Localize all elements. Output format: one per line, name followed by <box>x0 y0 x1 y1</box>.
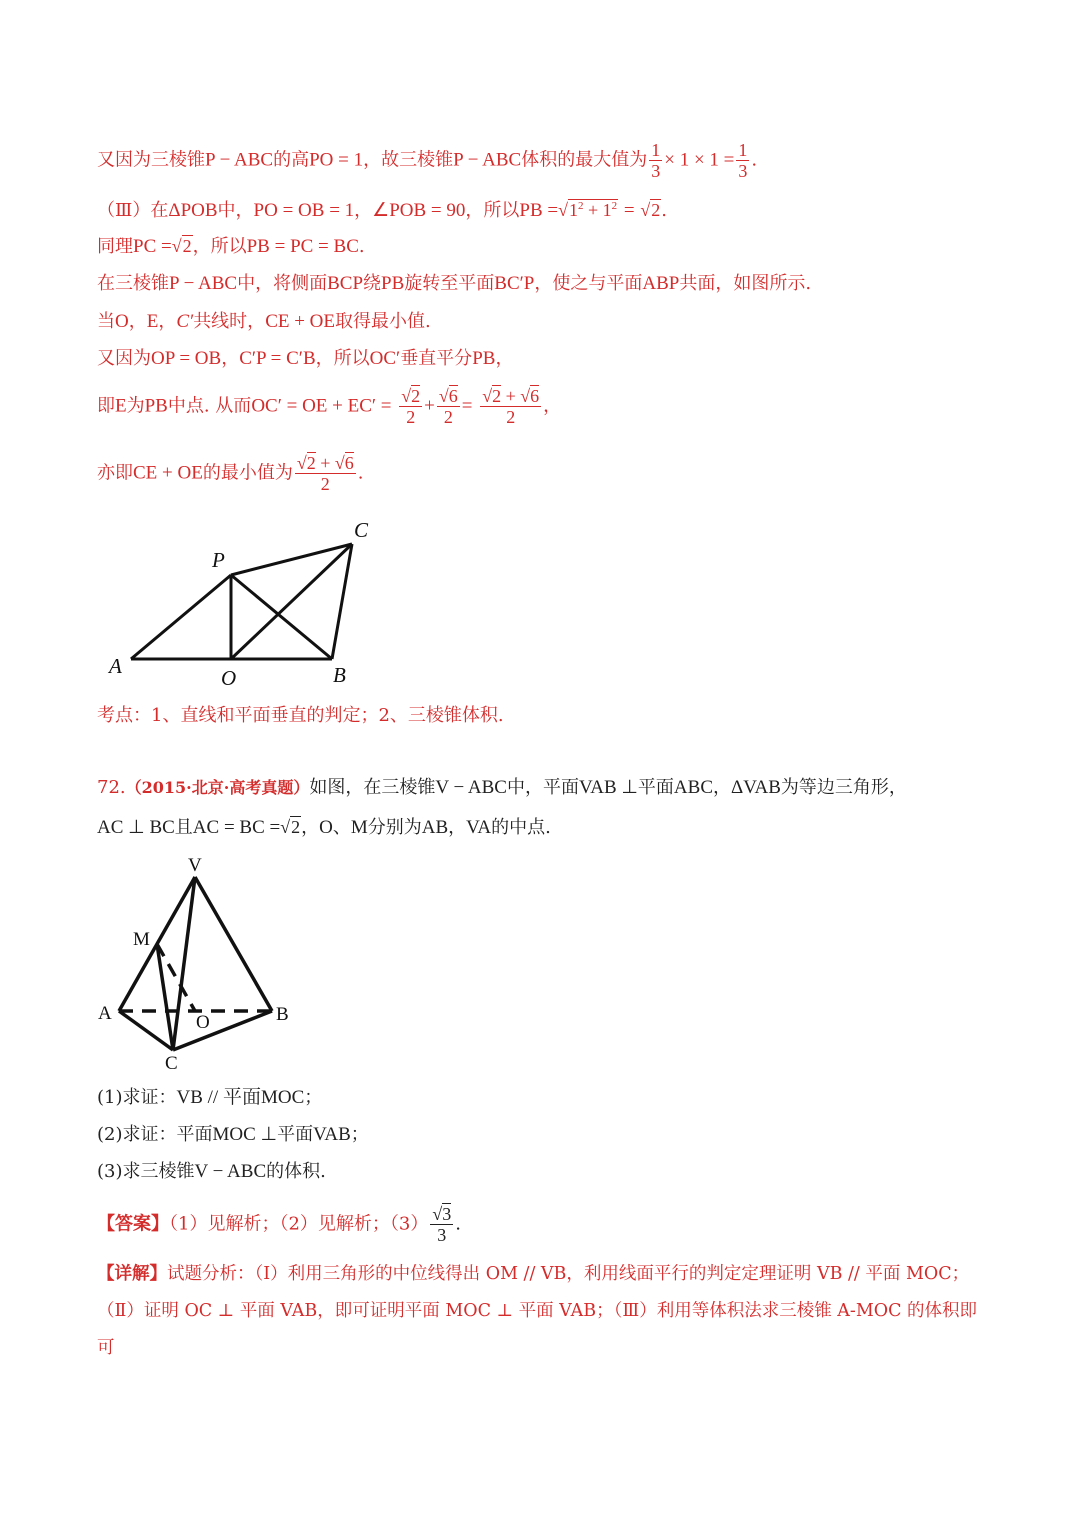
edge-ac <box>119 1011 173 1050</box>
fraction: $\frac{√2 + √6}{2}$ <box>482 386 540 427</box>
math: P − ABC <box>453 149 522 171</box>
fraction: $\frac{1}{3}$ <box>651 140 661 181</box>
math: PO = 1 <box>309 149 364 171</box>
math: PB = <box>519 200 559 221</box>
label-a: A <box>109 654 122 678</box>
solution-line-1: 又因为三棱锥P − ABC的高PO = 1，故三棱锥P − ABC体积的最大值为 $\frac{1}{3}$ × 1 × 1 = $\frac{1}{3}$ . <box>97 140 758 181</box>
fraction: $\frac{√6}{2}$ <box>438 386 458 427</box>
text: 体积的最大值为 <box>521 149 648 171</box>
label-a: A <box>98 1003 112 1024</box>
detail-line-3: 可 <box>97 1338 115 1358</box>
label-v: V <box>188 855 202 876</box>
label-c: C <box>165 1053 178 1074</box>
figure-tetrahedron-vabc <box>95 853 310 1078</box>
edge-vc <box>173 877 195 1050</box>
text: 中， <box>217 200 254 221</box>
part-3: (3)求三棱锥V − ABC的体积. <box>97 1161 326 1182</box>
part-1: (1)求证：VB // 平面MOC； <box>97 1087 323 1108</box>
sqrt-expression: √2 <box>171 236 192 256</box>
text: 的高 <box>273 149 310 171</box>
label-o: O <box>196 1012 210 1033</box>
solution-line-7: 即E为PB中点. 从而OC′ = OE + EC′ = $\frac{√2}{2}$ + $\frac{√6}{2}$ = $\frac{√2 + √6}{2}$ ， <box>97 386 562 427</box>
detail-line-1: 【详解】试题分析：（Ⅰ）利用三角形的中位线得出 OM // VB，利用线面平行的判定定理证明 VB // 平面 MOC； <box>97 1264 970 1284</box>
fraction: $\frac{√2}{2}$ <box>401 386 421 427</box>
detail-line-2: （Ⅱ）证明 OC ⊥ 平面 VAB，即可证明平面 MOC ⊥ 平面 VAB；（Ⅲ）利用等体积法求三棱锥 A-MOC 的体积即 <box>97 1301 978 1321</box>
label-b: B <box>333 663 346 687</box>
solution-line-4: 在三棱锥P − ABC中，将侧面BCP绕PB旋转至平面BC′P，使之与平面ABP共面，如图所示. <box>97 273 812 294</box>
text: ，故三棱锥 <box>363 149 454 171</box>
math: PB = PC = BC <box>246 236 359 257</box>
text: ，所以 <box>465 200 520 221</box>
figure-triangle-pabc <box>100 515 390 695</box>
text: ，所以 <box>192 236 247 257</box>
solution-line-5: 当O，E，C′共线时，CE + OE取得最小值. <box>97 311 431 332</box>
edge-ap <box>131 575 231 659</box>
solution-line-6: 又因为OP = OB，C′P = C′B，所以OC′垂直平分PB， <box>97 348 514 369</box>
math: × 1 × 1 = <box>664 149 735 171</box>
edge-mc <box>157 944 173 1050</box>
question-72-line-2: AC ⊥ BC且AC = BC =√2，O、M分别为AB，VA的中点. <box>97 817 551 838</box>
math: ∠POB = 90 <box>372 200 466 221</box>
math: PC = <box>133 236 172 257</box>
label-m: M <box>133 929 150 950</box>
sqrt-expression: √2 <box>640 200 661 220</box>
solution-line-8: 亦即CE + OE的最小值为 $\frac{√2 + √6}{2}$ . <box>97 453 364 494</box>
sqrt-expression: $√1^2 + 1^2$ <box>558 200 618 220</box>
edge-vb <box>195 877 272 1011</box>
label-o: O <box>221 666 237 690</box>
label-b: B <box>276 1004 289 1025</box>
math: PO = OB = 1 <box>253 200 355 221</box>
math: P − ABC <box>205 149 274 171</box>
question-72-line-1: 72.（2015·北京·高考真题）如图，在三棱锥V − ABC中，平面VAB ⊥平面ABC，ΔVAB为等边三角形， <box>97 777 907 798</box>
math: ΔPOB <box>168 200 218 221</box>
text: 又因为三棱锥 <box>97 149 205 171</box>
text: （Ⅲ）在 <box>97 200 169 221</box>
fraction: $\frac{√3}{3}$ <box>432 1204 452 1245</box>
fraction: $\frac{1}{3}$ <box>738 140 748 181</box>
edge-cb <box>173 1011 272 1050</box>
kaodian-note: 考点：1、直线和平面垂直的判定；2、三棱锥体积. <box>97 705 504 726</box>
label-p: P <box>212 548 225 572</box>
part-2: (2)求证：平面MOC ⊥平面VAB； <box>97 1124 369 1145</box>
label-c: C <box>354 518 369 542</box>
answer-line: 【答案】（1）见解析；（2）见解析；（3） $\frac{√3}{3}$ . <box>97 1204 461 1245</box>
fraction: $\frac{√2 + √6}{2}$ <box>296 453 354 494</box>
text: 同理 <box>97 236 133 257</box>
solution-line-2: （Ⅲ）在ΔPOB中，PO = OB = 1，∠POB = 90，所以PB $=√1^2 + 1^2 = √2$. <box>97 194 667 223</box>
solution-line-3: 同理PC =√2，所以PB = PC = BC. <box>97 236 365 257</box>
